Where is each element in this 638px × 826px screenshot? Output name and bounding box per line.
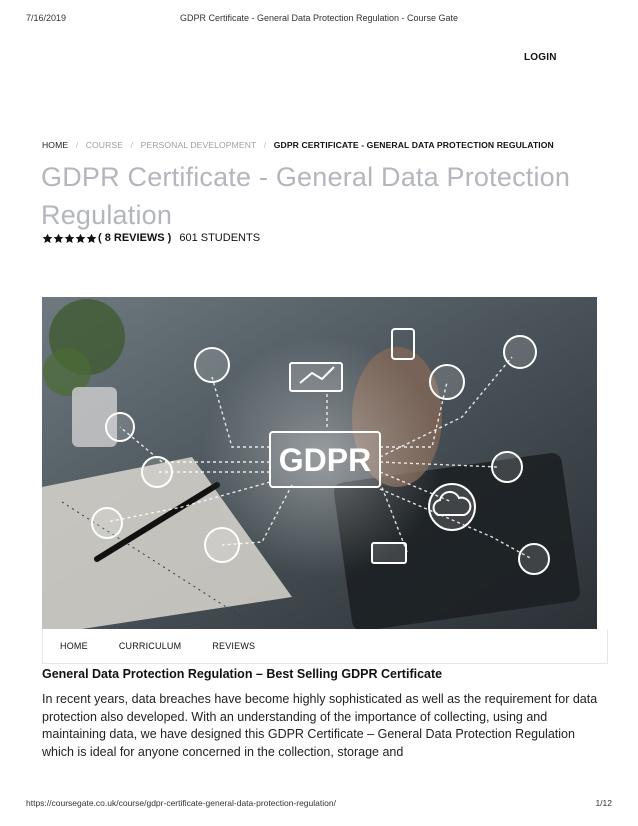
- breadcrumb-separator: /: [130, 140, 134, 150]
- star-icon: [42, 233, 53, 244]
- breadcrumb-separator: /: [75, 140, 79, 150]
- print-url: https://coursegate.co.uk/course/gdpr-certificate-general-data-protection-regulation/: [26, 798, 336, 808]
- students-count: 601 STUDENTS: [179, 232, 261, 244]
- print-header: [26, 13, 612, 27]
- star-icon: [86, 233, 97, 244]
- course-hero-image: [42, 297, 597, 629]
- star-icon: [64, 233, 75, 244]
- breadcrumb-home[interactable]: HOME: [42, 140, 69, 150]
- print-page-number: 1/12: [595, 798, 612, 808]
- course-description: In recent years, data breaches have become highly sophisticated as well as the requirement for data protection also developed. With an understanding of the importance of collecting, using and maintaining data, we have designed this GDPR Certificate – General Data Protection Regulation which is ideal for anyone concerned in the collection, storage and: [42, 692, 598, 760]
- tab-curriculum[interactable]: CURRICULUM: [118, 641, 182, 651]
- login-link[interactable]: LOGIN: [524, 52, 557, 63]
- course-tabs: [42, 629, 608, 664]
- print-footer: [26, 798, 612, 812]
- breadcrumb: [42, 140, 554, 150]
- star-icon: [53, 233, 64, 244]
- page-title: GDPR Certificate - General Data Protection Regulation: [41, 162, 571, 230]
- gdpr-network-illustration: [42, 297, 597, 629]
- rating-row: [42, 229, 260, 247]
- breadcrumb-current: GDPR CERTIFICATE - GENERAL DATA PROTECTION REGULATION: [273, 140, 554, 150]
- tab-home[interactable]: HOME: [60, 641, 88, 651]
- breadcrumb-course[interactable]: COURSE: [85, 140, 124, 150]
- tab-reviews[interactable]: REVIEWS: [212, 641, 256, 651]
- print-date: 7/16/2019: [26, 13, 67, 23]
- breadcrumb-personal-development[interactable]: PERSONAL DEVELOPMENT: [140, 140, 257, 150]
- hero-gdpr-label: GDPR: [278, 442, 372, 478]
- star-rating: [42, 233, 97, 244]
- print-document-title: GDPR Certificate - General Data Protection Regulation - Course Gate: [179, 13, 459, 23]
- breadcrumb-separator: /: [263, 140, 267, 150]
- section-heading: General Data Protection Regulation – Best Selling GDPR Certificate: [42, 667, 443, 681]
- reviews-count-link[interactable]: ( 8 REVIEWS ): [98, 232, 172, 244]
- star-icon: [75, 233, 86, 244]
